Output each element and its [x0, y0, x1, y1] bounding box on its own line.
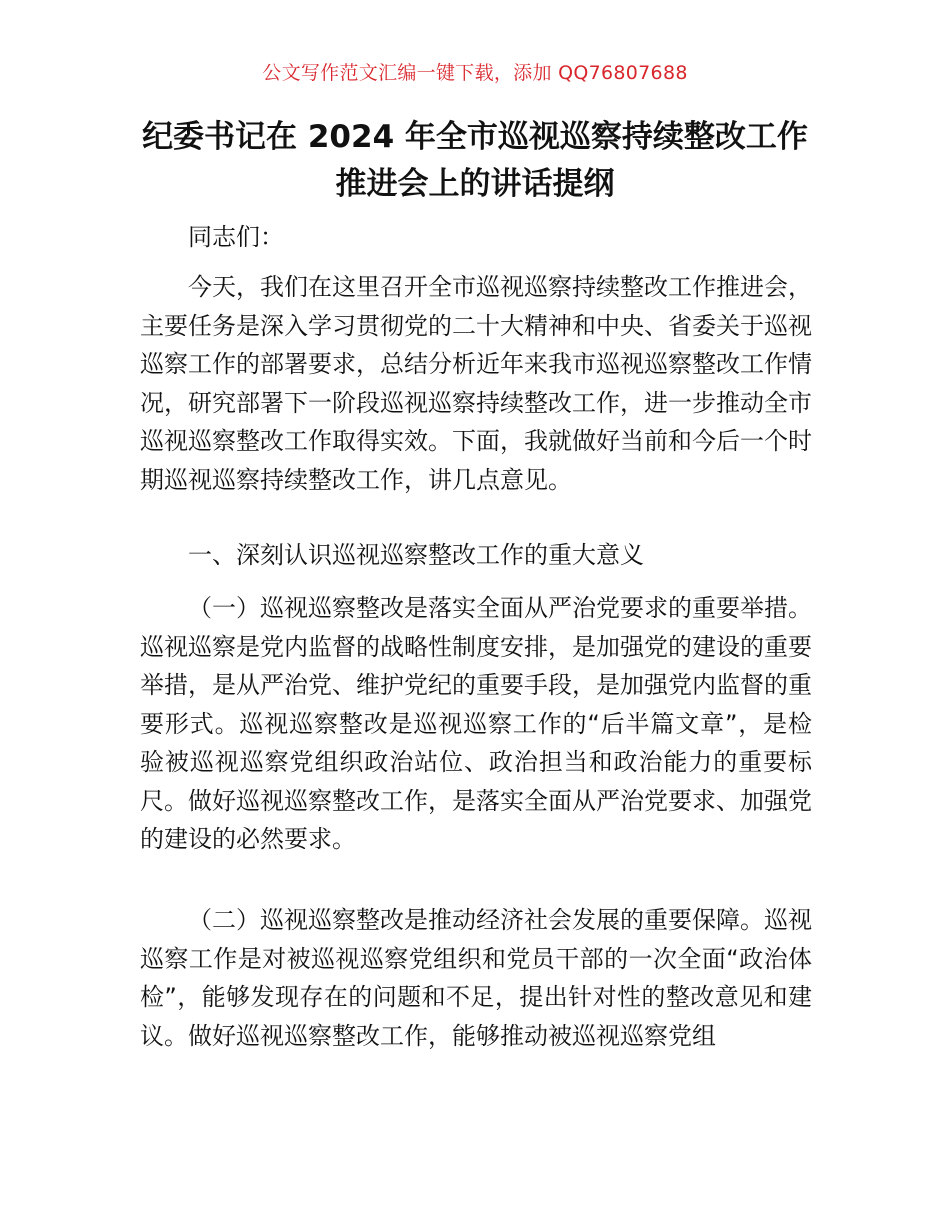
salutation: 同志们：	[188, 223, 284, 251]
paragraph-2: （一）巡视巡察整改是落实全面从严治党要求的重要举措。巡视巡察是党内监督的战略性制度安排，是加强党的建设的重要举措，是从严治党、维护党纪的重要手段，是加强党内监督的重要形式。巡视巡察整改是巡视巡察工作的“后半篇文章”，是检验被巡视巡察党组织政治站位、政治担当和政治能力的重要标尺。做好巡视巡察整改工作，是落实全面从严治党要求、加强党的建设的必然要求。	[140, 594, 812, 853]
paragraph-3: （二）巡视巡察整改是推动经济社会发展的重要保障。巡视巡察工作是对被巡视巡察党组织和党员干部的一次全面“政治体检”，能够发现存在的问题和不足，提出针对性的整改意见和建议。做好巡视巡察整改工作，能够推动被巡视巡察党组	[140, 906, 812, 1050]
download-note: 公文写作范文汇编一键下载，添加 QQ76807688	[262, 62, 688, 84]
document-title	[100, 114, 850, 208]
paragraph-1: 今天，我们在这里召开全市巡视巡察持续整改工作推进会，主要任务是深入学习贯彻党的二十大精神和中央、省委关于巡视巡察工作的部署要求，总结分析近年来我市巡视巡察整改工作情况，研究部署下一阶段巡视巡察持续整改工作，进一步推动全市巡视巡察整改工作取得实效。下面，我就做好当前和今后一个时期巡视巡察持续整改工作，讲几点意见。	[140, 273, 812, 494]
title-line-2: 推进会上的讲话提纲	[335, 166, 615, 202]
title-line-1: 纪委书记在 2024 年全市巡视巡察持续整改工作	[142, 119, 808, 155]
section-heading-1: 一、深刻认识巡视巡察整改工作的重大意义	[188, 541, 644, 569]
